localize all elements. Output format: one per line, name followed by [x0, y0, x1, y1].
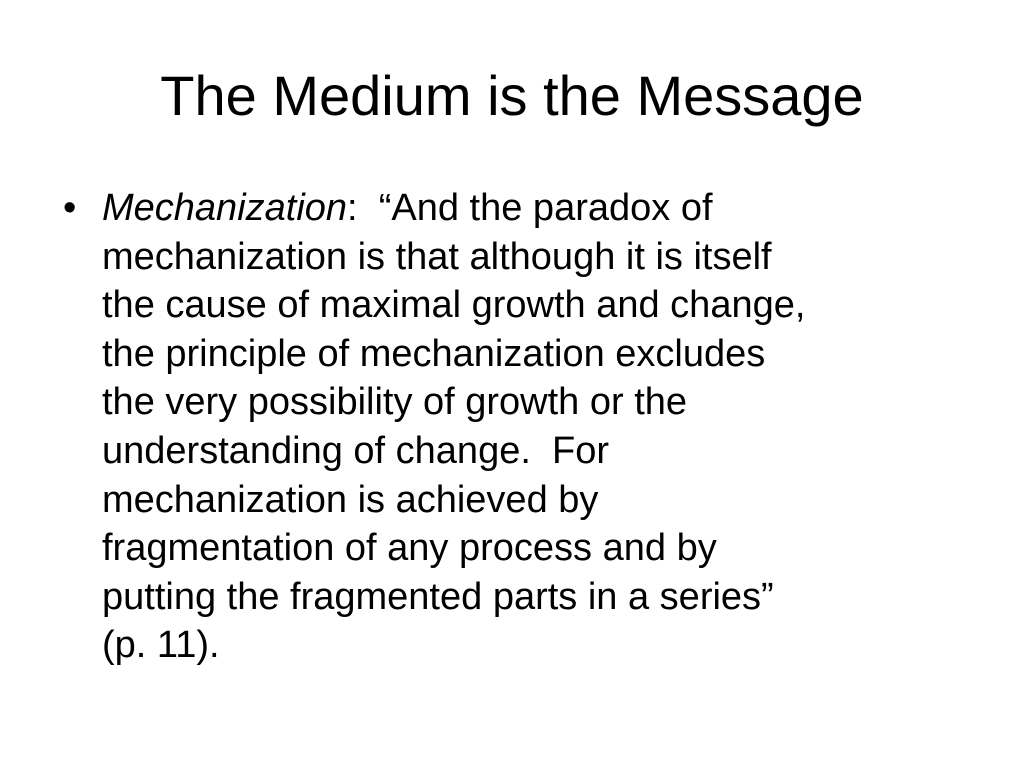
bullet-marker: •	[63, 187, 77, 229]
bullet-line: “And the paradox of	[357, 187, 713, 229]
bullet-line: mechanization is that although it is itself	[102, 235, 772, 278]
bullet-line: putting the fragmented parts in a series”	[102, 575, 774, 618]
slide-title: The Medium is the Message	[160, 64, 864, 127]
bullet-line: the very possibility of growth or the	[102, 381, 688, 424]
bullet-item	[0, 184, 1024, 670]
bullet-line: the principle of mechanization excludes	[102, 332, 766, 375]
bullet-line: the cause of maximal growth and change,	[102, 284, 806, 327]
bullet-line: understanding of change. For	[102, 429, 610, 472]
bullet-list	[0, 184, 1024, 670]
bullet-term-separator: :	[347, 187, 358, 229]
bullet-text	[102, 187, 805, 666]
bullet-line: mechanization is achieved by	[102, 478, 599, 521]
bullet-line: fragmentation of any process and by	[102, 527, 717, 570]
bullet-term: Mechanization	[102, 187, 348, 229]
bullet-line: (p. 11).	[102, 624, 220, 667]
